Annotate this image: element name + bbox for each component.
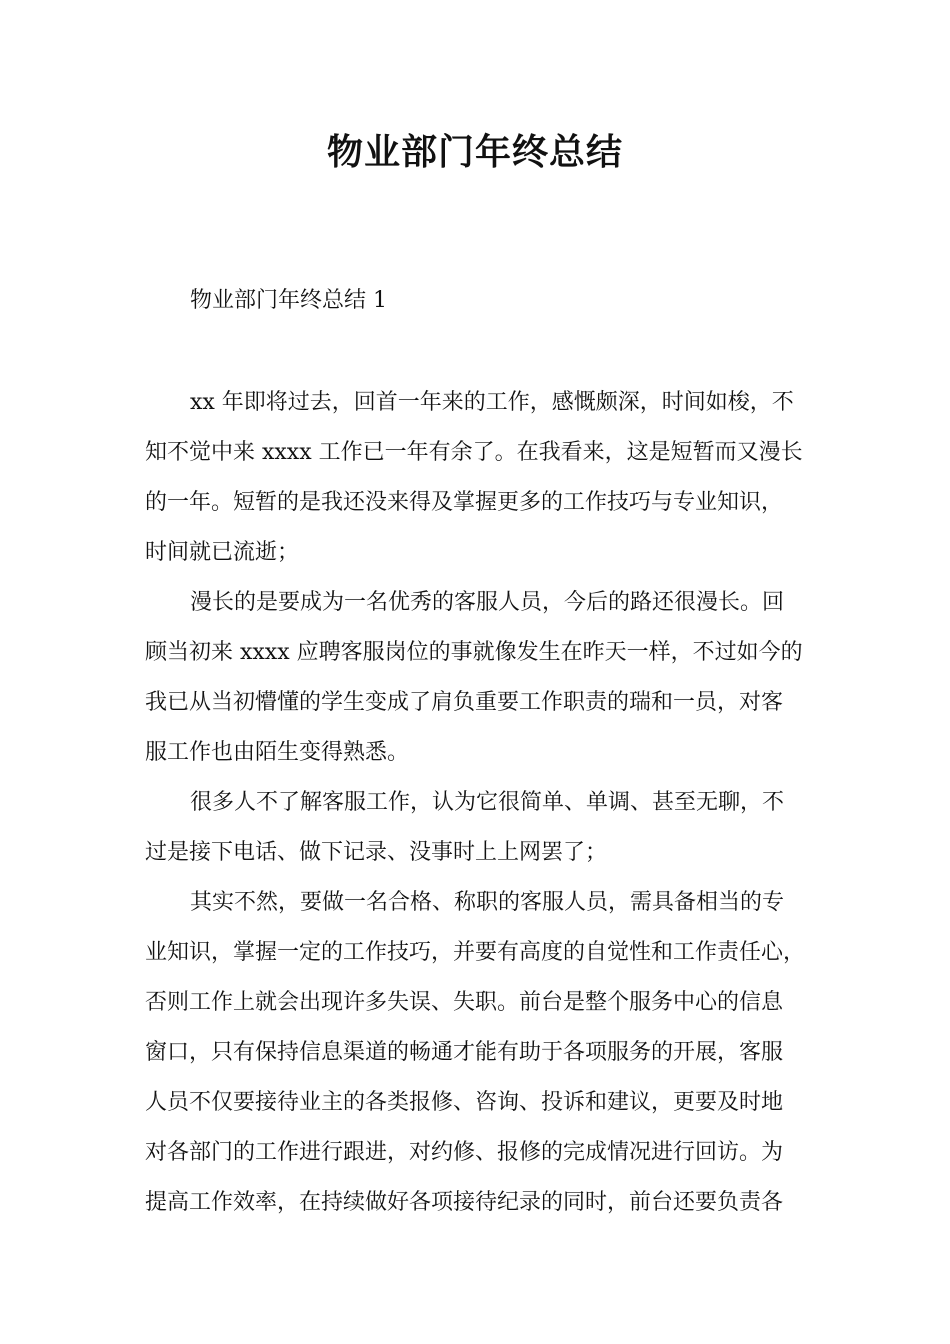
paragraph-2 <box>145 578 815 778</box>
text-line: 过是接下电话、做下记录、没事时上上网罢了； <box>145 840 608 865</box>
text-line: 窗口，只有保持信息渠道的畅通才能有助于各项服务的开展，客服 <box>145 1040 784 1065</box>
text-line: 顾当初来 xxxx 应聘客服岗位的事就像发生在昨天一样，不过如今的 <box>145 640 803 665</box>
text-line: 我已从当初懵懂的学生变成了肩负重要工作职责的瑞和一员，对客 <box>145 690 784 715</box>
document-body <box>145 378 815 1228</box>
text-line: 时间就已流逝； <box>145 540 300 565</box>
text-line: 否则工作上就会出现许多失误、失职。前台是整个服务中心的信息 <box>145 990 784 1015</box>
text-line: 的一年。短暂的是我还没来得及掌握更多的工作技巧与专业知识， <box>145 490 784 515</box>
paragraph-4 <box>145 878 815 1228</box>
text-line: 业知识，掌握一定的工作技巧，并要有高度的自觉性和工作责任心， <box>145 940 806 965</box>
text-line: 很多人不了解客服工作，认为它很简单、单调、甚至无聊，不 <box>190 790 785 815</box>
paragraph-3 <box>145 778 815 878</box>
section-heading: 物业部门年终总结 1 <box>190 288 387 313</box>
text-line: 对各部门的工作进行跟进，对约修、报修的完成情况进行回访。为 <box>145 1140 784 1165</box>
text-line: 其实不然，要做一名合格、称职的客服人员，需具备相当的专 <box>190 890 785 915</box>
document-title: 物业部门年终总结 <box>326 131 623 173</box>
text-line: 知不觉中来 xxxx 工作已一年有余了。在我看来，这是短暂而又漫长 <box>145 440 803 465</box>
text-line: xx 年即将过去，回首一年来的工作，感慨颇深，时间如梭，不 <box>190 390 794 415</box>
text-line: 提高工作效率，在持续做好各项接待纪录的同时，前台还要负责各 <box>145 1190 784 1215</box>
text-line: 服工作也由陌生变得熟悉。 <box>145 740 410 765</box>
paragraph-1 <box>145 378 815 578</box>
text-line: 人员不仅要接待业主的各类报修、咨询、投诉和建议，更要及时地 <box>145 1090 784 1115</box>
text-line: 漫长的是要成为一名优秀的客服人员，今后的路还很漫长。回 <box>190 590 785 615</box>
